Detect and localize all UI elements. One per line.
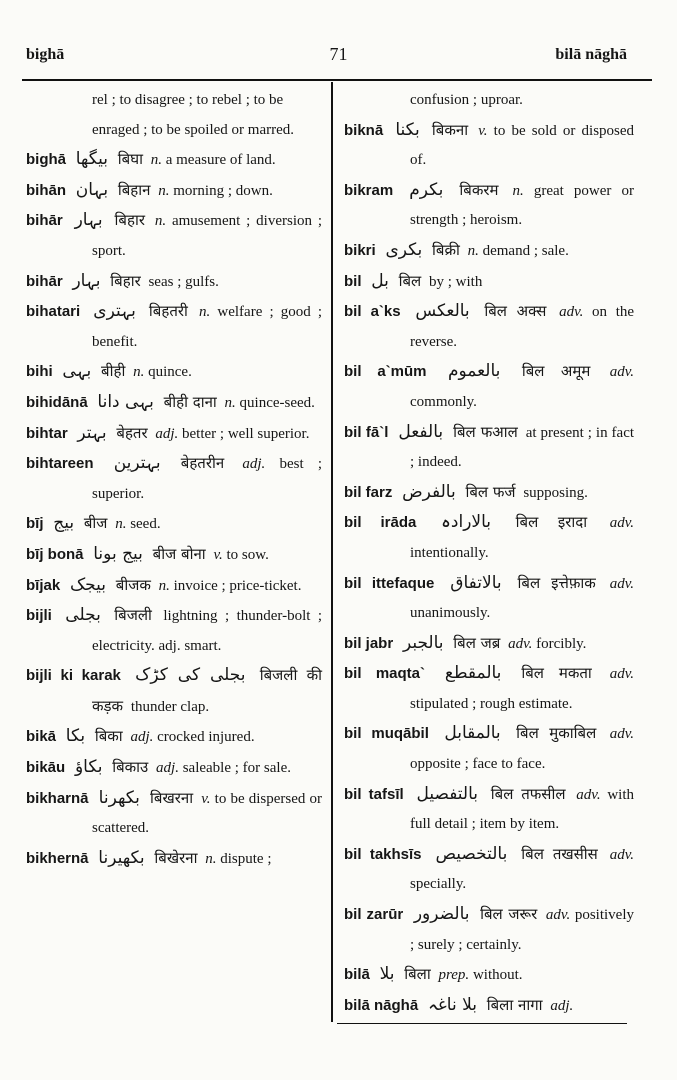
devanagari-script: बिल तफसील: [490, 784, 566, 803]
devanagari-script: बिल इरादा: [515, 513, 588, 532]
definition: demand ; sale.: [482, 242, 569, 259]
headword: bil a`ks: [344, 303, 401, 321]
dictionary-entry: [26, 267, 322, 298]
devanagari-script: बिहार: [114, 211, 145, 230]
column-divider: [331, 82, 333, 1022]
dictionary-entry: [26, 419, 322, 450]
headword: bihtareen: [26, 455, 94, 473]
part-of-speech: n.: [467, 242, 479, 259]
urdu-script: بہار: [74, 210, 103, 231]
definition: saleable ; for sale.: [182, 760, 291, 777]
urdu-script: بیج بونا: [93, 543, 143, 564]
definition: positively ; surely ; certainly.: [410, 907, 635, 953]
urdu-script: بیجک: [69, 574, 106, 595]
devanagari-script: बिखेरना: [154, 848, 198, 867]
headword: bil muqābil: [344, 725, 429, 743]
devanagari-script: बिल फआल: [453, 422, 518, 441]
definition: by ; with: [428, 273, 483, 290]
headword: bil tafsīl: [344, 785, 404, 803]
devanagari-script: बिल तखसीस: [521, 844, 598, 863]
header-left-guideword: bighā: [26, 46, 65, 63]
urdu-script: بالفرض: [402, 481, 456, 502]
urdu-script: بکنا: [395, 119, 420, 140]
dictionary-entry: [26, 844, 322, 875]
headword: bil irāda: [344, 514, 417, 532]
part-of-speech: adj.: [156, 760, 179, 777]
urdu-script: بیگھا: [75, 149, 109, 170]
part-of-speech: n.: [158, 577, 170, 594]
headword: bijli ki karak: [26, 667, 121, 685]
definition: seed.: [130, 516, 161, 533]
part-of-speech: prep.: [438, 967, 470, 984]
headword: bil a`mūm: [344, 363, 427, 381]
urdu-script: بیج: [53, 513, 75, 534]
dictionary-entry: [26, 540, 322, 571]
headword: bikhernā: [26, 849, 89, 867]
dictionary-entry: [344, 659, 634, 719]
devanagari-script: बिल जरूर: [480, 905, 538, 924]
devanagari-script: बीज: [83, 514, 108, 533]
urdu-script: بہتری: [93, 301, 136, 322]
headword: bihān: [26, 181, 66, 199]
dictionary-entry: [26, 449, 322, 509]
headword: bihi: [26, 363, 53, 381]
devanagari-script: बिका: [94, 727, 123, 746]
headword: bihidānā: [26, 393, 88, 411]
urdu-script: بالارادہ: [440, 512, 492, 533]
devanagari-script: बीही: [101, 362, 126, 381]
part-of-speech: n.: [224, 394, 236, 411]
part-of-speech: n.: [512, 182, 524, 199]
definition: great power or strength ; heroism.: [410, 182, 634, 229]
devanagari-script: बिहार: [110, 271, 141, 290]
part-of-speech: n.: [158, 182, 170, 199]
part-of-speech: adv.: [576, 786, 601, 803]
dictionary-entry: [344, 418, 634, 478]
devanagari-script: बिजली: [114, 606, 152, 625]
dictionary-entry: [344, 297, 634, 357]
urdu-script: بالفعل: [398, 421, 444, 442]
dictionary-entry: [344, 569, 634, 629]
dictionary-entry: [26, 388, 322, 419]
dictionary-entry: [344, 840, 634, 900]
part-of-speech: adv.: [609, 726, 635, 743]
part-of-speech: n.: [150, 152, 162, 169]
dictionary-entry: [26, 145, 322, 176]
dictionary-entry: [344, 267, 634, 298]
devanagari-script: बिल इत्तेफ़ाक: [517, 573, 596, 592]
dictionary-entry: [344, 176, 634, 236]
dictionary-entry: [26, 509, 322, 540]
devanagari-script: बिखरना: [150, 788, 194, 807]
definition: to be sold or disposed of.: [410, 122, 635, 169]
top-rule: [22, 79, 652, 81]
left-column: [26, 86, 322, 874]
part-of-speech: adj.: [130, 729, 154, 746]
urdu-script: بلا: [379, 964, 395, 985]
urdu-script: بجلی: [65, 605, 101, 626]
dictionary-entry: [344, 508, 634, 568]
definition: morning ; down.: [173, 182, 273, 199]
definition: crocked injured.: [157, 729, 255, 746]
definition: opposite ; face to face.: [410, 756, 546, 773]
devanagari-script: बिला: [404, 965, 431, 984]
definition: better ; well superior.: [182, 425, 310, 442]
dictionary-entry: [344, 629, 634, 660]
definition: intentionally.: [410, 544, 489, 561]
headword: bikram: [344, 181, 394, 199]
dictionary-entry: [344, 900, 634, 960]
part-of-speech: adj.: [242, 456, 266, 473]
headword: bighā: [26, 151, 66, 169]
devanagari-script: बिघा: [117, 150, 143, 169]
part-of-speech: n.: [154, 213, 167, 230]
urdu-script: بالمقطع: [444, 663, 502, 684]
dictionary-entry: [26, 206, 322, 266]
headword: bil farz: [344, 483, 393, 501]
headword: biknā: [344, 121, 384, 139]
part-of-speech: adj.: [550, 997, 574, 1014]
devanagari-script: बिल अमूम: [521, 362, 591, 381]
urdu-script: بہتر: [77, 422, 107, 443]
definition: stipulated ; rough estimate.: [410, 695, 573, 712]
devanagari-script: बिल मकता: [521, 664, 592, 683]
part-of-speech: adv.: [609, 364, 635, 381]
headword: bijli: [26, 607, 52, 625]
definition: on the reverse.: [410, 304, 635, 350]
devanagari-script: बिकरम: [459, 180, 499, 199]
bottom-rule: [337, 1023, 627, 1024]
urdu-script: بہی: [62, 361, 92, 382]
dictionary-entry: [344, 357, 634, 417]
dictionary-entry: [26, 176, 322, 207]
part-of-speech: v.: [213, 546, 223, 563]
devanagari-script: बिल फर्ज: [465, 482, 516, 501]
urdu-script: بالعموم: [447, 361, 501, 382]
headword: bil maqta`: [344, 665, 425, 683]
dictionary-entry: [344, 780, 634, 840]
definition: supposing.: [523, 484, 588, 501]
headword: bikāu: [26, 759, 66, 777]
definition: best ; superior.: [92, 456, 323, 502]
definition: unanimously.: [410, 605, 491, 622]
definition: amusement ; diversion ; sport.: [92, 213, 323, 259]
headword: bil ittefaque: [344, 574, 435, 592]
headword: bīj bonā: [26, 545, 84, 563]
headword: bihatari: [26, 303, 81, 321]
headword: bihār: [26, 272, 63, 290]
part-of-speech: adv.: [609, 666, 634, 683]
definition: at present ; in fact ; indeed.: [410, 424, 635, 471]
definition: quince.: [148, 364, 192, 381]
headword: bikharnā: [26, 789, 89, 807]
headword: bil jabr: [344, 634, 394, 652]
dictionary-entry: [26, 753, 322, 784]
devanagari-script: बिहान: [117, 180, 151, 199]
headword: bījak: [26, 576, 61, 594]
definition: dispute ;: [220, 850, 272, 867]
part-of-speech: n.: [133, 364, 145, 381]
page-number: 71: [329, 44, 348, 64]
part-of-speech: n.: [199, 304, 211, 321]
definition: invoice ; price-ticket.: [173, 577, 302, 594]
dictionary-entry: [26, 601, 322, 661]
devanagari-script: बिकना: [431, 120, 469, 139]
definition: without.: [472, 967, 523, 984]
dictionary-entry: [26, 357, 322, 388]
urdu-script: بجلی کی کڑک: [135, 665, 246, 686]
dictionary-entry: [344, 116, 634, 176]
headword: bikā: [26, 728, 57, 746]
devanagari-script: बेहतर: [116, 423, 148, 442]
devanagari-script: बिहतरी: [148, 302, 188, 321]
urdu-script: بلا ناغہ: [427, 994, 477, 1015]
devanagari-script: बिकाउ: [112, 758, 149, 777]
devanagari-script: बिजली की कड़क: [92, 666, 323, 715]
urdu-script: بل: [371, 270, 389, 291]
dictionary-entry: [344, 478, 634, 509]
urdu-script: بکھیرنا: [98, 847, 145, 868]
urdu-script: بہی دانا: [97, 391, 154, 412]
part-of-speech: n.: [115, 516, 127, 533]
devanagari-script: बिल जब्र: [453, 633, 501, 652]
headword: bihār: [26, 212, 63, 230]
dictionary-entry: [344, 719, 634, 779]
headword: bilā nāghā: [344, 996, 419, 1014]
urdu-script: بالعکس: [415, 301, 470, 322]
devanagari-script: बीज बोना: [152, 544, 206, 563]
part-of-speech: v.: [201, 790, 211, 807]
urdu-script: بالمقابل: [444, 723, 501, 744]
dictionary-entry: [26, 297, 322, 357]
definition: specially.: [410, 876, 467, 893]
part-of-speech: v.: [478, 122, 488, 139]
urdu-script: بکرم: [409, 179, 444, 200]
headword: bil zarūr: [344, 906, 404, 924]
devanagari-script: बिल मुकाबिल: [516, 724, 597, 743]
urdu-script: بہان: [75, 179, 109, 200]
devanagari-script: बीजक: [115, 575, 151, 594]
urdu-script: بالضرور: [413, 904, 470, 925]
definition: to be dispersed or scattered.: [92, 790, 322, 837]
dictionary-entry: [26, 661, 322, 722]
definition: seas ; gulfs.: [148, 273, 219, 290]
urdu-script: بالتخصیص: [435, 843, 508, 864]
dictionary-entry: [26, 722, 322, 753]
headword: bihtar: [26, 424, 68, 442]
part-of-speech: adv.: [609, 575, 635, 592]
continuation-text: confusion ; uproar.: [410, 92, 523, 108]
urdu-script: بالتفصیل: [416, 783, 479, 804]
dictionary-entry: [344, 236, 634, 267]
definition: lightning ; thunder-bolt ; electricity. adj. smart.: [92, 608, 323, 654]
urdu-script: بہترین: [113, 453, 161, 474]
continuation-text: rel ; to disagree ; to rebel ; to be enraged ; to be spoiled or marred.: [92, 92, 295, 138]
dictionary-entry: [26, 571, 322, 602]
definition: to sow.: [226, 546, 269, 563]
devanagari-script: बिक्री: [432, 240, 460, 259]
dictionary-entry: [26, 784, 322, 844]
urdu-script: بالجبر: [402, 632, 444, 653]
urdu-script: بکری: [385, 239, 423, 260]
urdu-script: بہار: [72, 270, 101, 291]
right-column: [344, 86, 634, 1021]
headword: bil: [344, 272, 362, 290]
part-of-speech: adv.: [559, 304, 584, 321]
devanagari-script: बिला नागा: [486, 995, 543, 1014]
part-of-speech: n.: [205, 850, 217, 867]
urdu-script: بکاؤ: [74, 757, 103, 778]
definition: a measure of land.: [165, 152, 276, 169]
part-of-speech: adv.: [609, 846, 635, 863]
dictionary-entry: [344, 991, 634, 1022]
devanagari-script: बिल अक्स: [484, 302, 547, 321]
dictionary-entry: [344, 960, 634, 991]
part-of-speech: adv.: [609, 515, 634, 532]
definition: with full detail ; item by item.: [410, 786, 635, 833]
part-of-speech: adj.: [155, 425, 179, 442]
devanagari-script: बिल: [398, 271, 422, 290]
definition: commonly.: [410, 393, 477, 410]
definition: forcibly.: [536, 635, 587, 652]
urdu-script: بکھرنا: [98, 787, 140, 808]
definition: quince-seed.: [239, 394, 315, 411]
headword: bil takhsīs: [344, 845, 422, 863]
devanagari-script: बेहतरीन: [180, 454, 225, 473]
headword: bilā: [344, 966, 370, 984]
definition: welfare ; good ; benefit.: [92, 304, 323, 350]
urdu-script: بکا: [65, 726, 86, 747]
definition: thunder clap.: [130, 698, 210, 715]
part-of-speech: adv.: [508, 635, 533, 652]
devanagari-script: बीही दाना: [163, 392, 217, 411]
headword: bil fā`l: [344, 423, 389, 441]
headword: bikri: [344, 241, 376, 259]
headword: bīj: [26, 515, 44, 533]
header-right-guideword: bilā nāghā: [555, 46, 627, 63]
part-of-speech: adv.: [545, 907, 571, 924]
urdu-script: بالاتفاق: [450, 572, 502, 593]
